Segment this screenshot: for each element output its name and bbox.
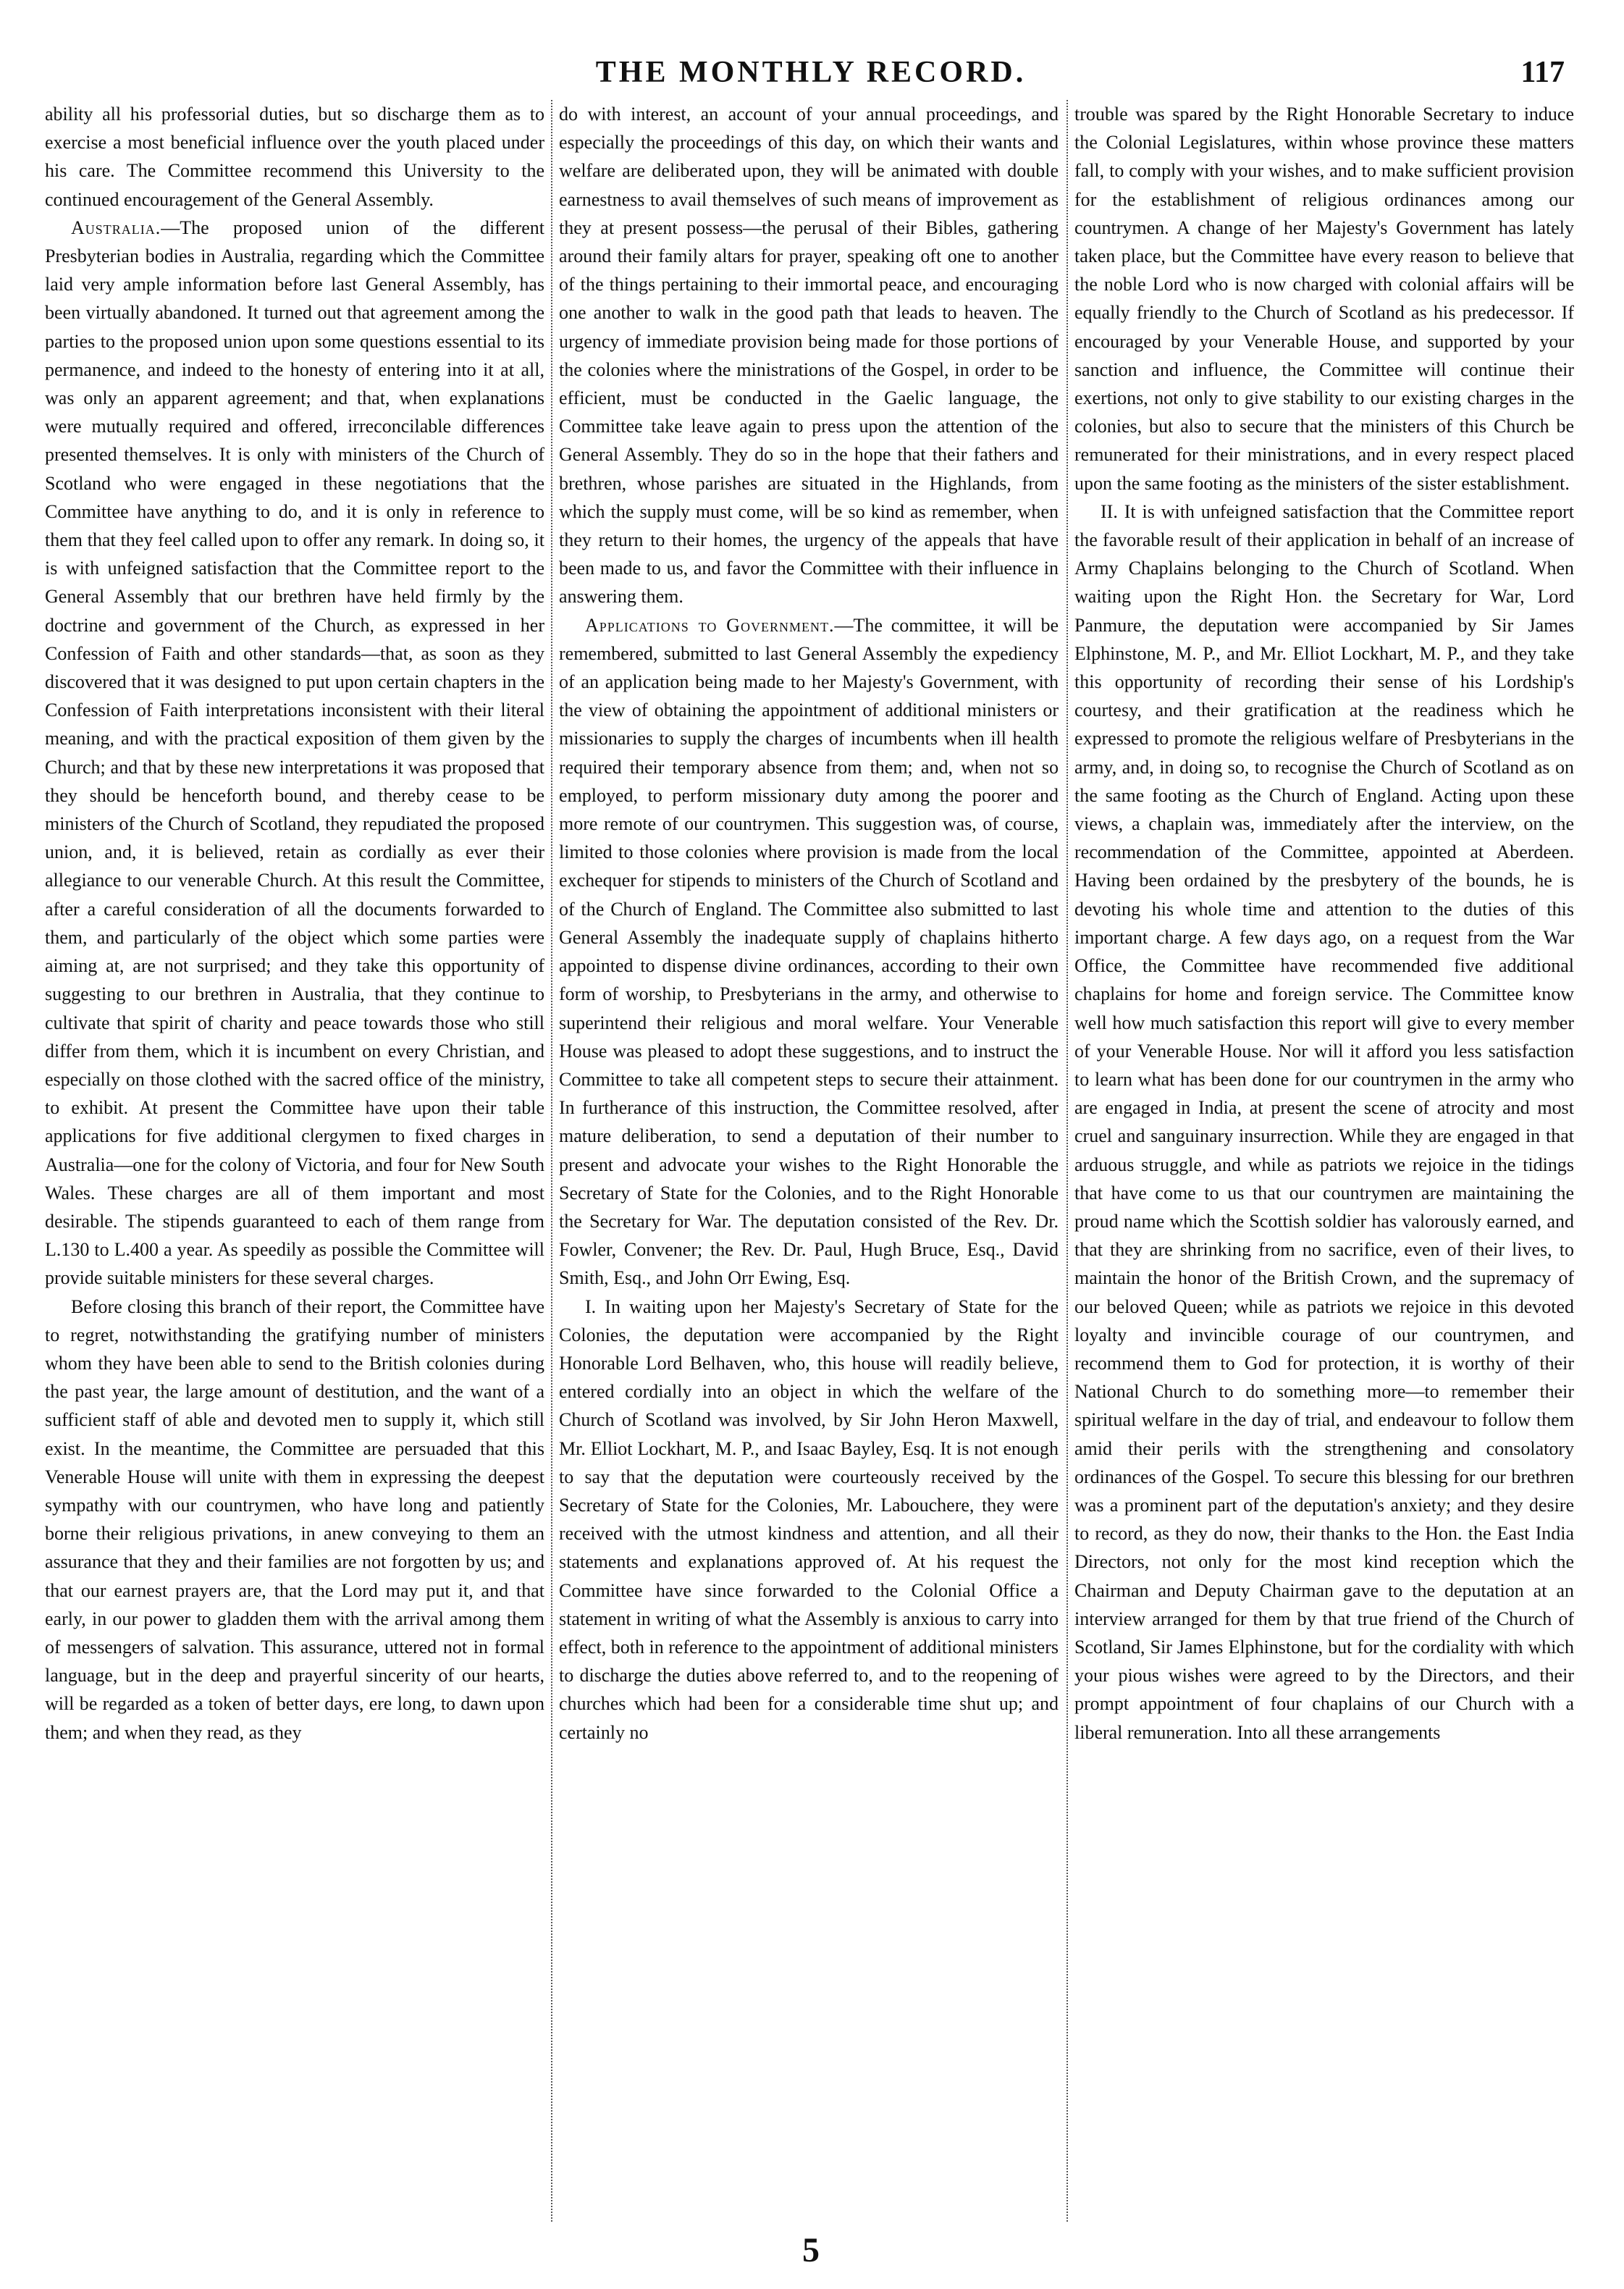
paragraph-text: Before closing this branch of their report, the Committee have to regret, notwithstanding the gratifying number of ministers whom they have been able to send to the British colonies during the past year, the large amount of destitution, and the want of a sufficient staff of able and devoted men to supply it, which still exist. In the meantime, the Committee are persuaded that this Venerable House will unite with them in expressing the deepest sympathy with our countrymen, who have long and patiently borne their religious privations, in anew conveying to them an assurance that they and their families are not forgotten by us; and that our earnest prayers are, that the Lord may put it, and that early, in our power to gladden them with the arrival among them of messengers of salvation. This assurance, uttered not in formal language, but in the deep and prayerful sincerity of our hearts, will be regarded as a token of better days, ere long, to dawn upon them; and when they read, as they [45, 1295, 544, 1743]
section-lead: Applications to Government. [585, 614, 835, 636]
paragraph-text: —The committee, it will be remembered, submitted to last General Assembly the expediency of an application being made to her Majesty's Government, with the view of obtaining the appointment of additional ministers or missionaries to supply the charges of incumbents when ill health required their temporary absence from them; and, when not so employed, to perform missionary duty among the poorer and more remote of our countrymen. This suggestion was, of course, limited to those colonies where provision is made from the local exchequer for stipends to ministers of the Church of Scotland and of the Church of England. The Committee also submitted to last General Assembly the inadequate supply of chaplains hitherto appointed to dispense divine ordinances, according to their own form of worship, to Presbyterians in the army, and otherwise to superintend their religious and moral welfare. Your Venerable House was pleased to adopt these suggestions, and to instruct the Committee to take all competent steps to secure their attainment. In furtherance of this instruction, the Committee resolved, after mature deliberation, to send a deputation of their number to present and advocate your wishes to the Right Honorable the Secretary of State for the Colonies, and to the Right Honorable the Secretary for War. The deputation consisted of the Rev. Dr. Fowler, Convener; the Rev. Dr. Paul, Hugh Bruce, Esq., David Smith, Esq., and John Orr Ewing, Esq. [559, 614, 1059, 1289]
paragraph [1074, 497, 1574, 1747]
paragraph [45, 1293, 544, 1747]
column-rule [551, 100, 552, 2222]
paragraph [559, 100, 1059, 611]
paragraph-text: do with interest, an account of your annual proceedings, and especially the proceedings of this day, on which their wants and welfare are deliberated upon, they will be animated with double earnestness to avail themselves of such means of improvement as they at present possess—the perusal of their Bibles, gathering around their family altars for prayer, speaking oft one to another of the things pertaining to their immortal peace, and encouraging one another to walk in the good path that leads to heaven. The urgency of immediate provision being made for those portions of the colonies where the ministrations of the Gospel, in order to be efficient, must be conducted in the Gaelic language, the Committee take leave again to press upon the attention of the General Assembly. They do so in the hope that their fathers and brethren, whose parishes are situated in the Highlands, from which the supply must come, will be so kind as remember, when they return to their homes, the urgency of the appeals that have been made to us, and favor the Committee with their influence in answering them. [559, 104, 1059, 608]
section-lead: Australia. [71, 217, 161, 238]
paragraph [559, 1293, 1059, 1747]
text-column-2 [559, 100, 1059, 2222]
running-head: THE MONTHLY RECORD. [595, 56, 1027, 89]
paragraph [45, 214, 544, 1293]
page-number: 117 [1520, 56, 1565, 89]
paragraph-text: —The proposed union of the different Presbyterian bodies in Australia, regarding which the Committee laid very ample information before last General Assembly, has been virtually abandoned. It turned out that agreement among the parties to the proposed union upon some questions essential to its permanence, and indeed to the honesty of entering into it at all, was only an apparent agreement; and that, when explanations were mutually required and offered, irreconcilable differences presented themselves. It is only with ministers of the Church of Scotland who were engaged in these negotiations that the Committee have anything to do, and it is only in reference to them that they feel called upon to offer any remark. In doing so, it is with unfeigned satisfaction that the Committee report to the General Assembly that our brethren have held firmly by the doctrine and government of the Church, as expressed in her Confession of Faith and other standards—that, as soon as they discovered that it was designed to put upon certain chapters in the Confession of Faith interpretations inconsistent with their literal meaning, and with the practical exposition of them given by the Church; and that by these new interpretations it was proposed that they should be henceforth bound, and thereby cease to be ministers of the Church of Scotland, they repudiated the proposed union, and, it is believed, retain as cordially as ever their allegiance to our venerable Church. At this result the Committee, after a careful consideration of all the documents forwarded to them, and particularly of the object which some parties were aiming at, are not surprised; and they take this opportunity of suggesting to our brethren in Australia, that they continue to cultivate that spirit of charity and peace towards those who still differ from them, which it is incumbent on every Christian, and especially on those clothed with the sacred office of the ministry, to exhibit. At present the Committee have upon their table applications for five additional clergymen to fixed charges in Australia—one for the colony of Victoria, and four for New South Wales. These charges are all of them important and most desirable. The stipends guaranteed to each of them range from L.130 to L.400 a year. As speedily as possible the Committee will provide suitable ministers for these several charges. [45, 217, 544, 1289]
paragraph-text: II. It is with unfeigned satisfaction that the Committee report the favorable result of their application in behalf of an increase of Army Chaplains belonging to the Church of Scotland. When waiting upon the Right Hon. the Secretary for War, Lord Panmure, the deputation were accompanied by Sir James Elphinstone, M. P., and Mr. Elliot Lockhart, M. P., and they take this opportunity of recording their sense of his Lordship's courtesy, and their gratification at the readiness which he expressed to promote the religious welfare of Presbyterians in the army, and, in doing so, to recognise the Church of Scotland as on the same footing as the Church of England. Acting upon these views, a chaplain was, immediately after the interview, on the recommendation of the Committee, appointed at Aberdeen. Having been ordained by the presbytery of the bounds, he is devoting his whole time and attention to the duties of this important charge. A few days ago, on a request from the War Office, the Committee have recommended five additional chaplains for home and foreign service. The Committee know well how much satisfaction this report will give to every member of your Venerable House. Nor will it afford you less satisfaction to learn what has been done for our countrymen in the army who are engaged in India, at present the scene of atrocity and most cruel and sanguinary insurrection. While they are engaged in that arduous struggle, and while as patriots we rejoice in the tidings that have come to us that our countrymen are maintaining the proud name which the Scottish soldier has valorously earned, and that they are shrinking from no sacrifice, even of their lives, to maintain the honor of the British Crown, and the supremacy of our beloved Queen; while as patriots we rejoice in this devoted loyalty and invincible courage of our countrymen, and recommend them to God for protection, it is worthy of their National Church to do something more—to remember their spiritual welfare in the day of trial, and endeavour to follow them amid their perils with the strengthening and consolatory ordinances of the Gospel. To secure this blessing for our brethren was a prominent part of the deputation's anxiety; and they desire to record, as they do now, their thanks to the Hon. the East India Directors, not only for the most kind reception which the Chairman and Deputy Chairman gave to the deputation at an interview arranged for them by that true friend of the Church of Scotland, Sir James Elphinstone, but for the cordiality with which your pious wishes were agreed to by the Directors, and their prompt appointment of four chaplains of our Church with a liberal remuneration. Into all these arrangements [1074, 500, 1574, 1743]
paragraph [45, 100, 544, 214]
text-column-3 [1074, 100, 1574, 2222]
signature-mark: 5 [802, 2231, 820, 2269]
paragraph-text: trouble was spared by the Right Honorable Secretary to induce the Colonial Legislatures, within whose province these matters fall, to comply with your wishes, and to make sufficient provision for the establishment of religious ordinances among our countrymen. A change of her Majesty's Government has lately taken place, but the Committee have every reason to believe that the noble Lord who is now charged with colonial affairs will be equally friendly to the Church of Scotland as his predecessor. If encouraged by your Venerable House, and supported by your sanction and influence, the Committee will continue their exertions, not only to give stability to our existing charges in the colonies, but also to secure that the ministers of this Church be remunerated for their ministrations, and in every respect placed upon the same footing as the ministers of the sister establishment. [1074, 104, 1574, 494]
paragraph [1074, 100, 1574, 497]
text-column-1 [45, 100, 544, 2222]
paragraph [559, 611, 1059, 1293]
paragraph-text: I. In waiting upon her Majesty's Secretary of State for the Colonies, the deputation were accompanied by the Right Honorable Lord Belhaven, who, this house will readily believe, entered cordially into an object in which the welfare of the Church of Scotland was involved, by Sir John Heron Maxwell, Mr. Elliot Lockhart, M. P., and Isaac Bayley, Esq. It is not enough to say that the deputation were courteously received by the Secretary of State for the Colonies, Mr. Labouchere, they were received with the utmost kindness and attention, and all their statements and explanations approved of. At his request the Committee have since forwarded to the Colonial Office a statement in writing of what the Assembly is anxious to carry into effect, both in reference to the appointment of additional ministers to discharge the duties above referred to, and to the reopening of churches which had been for a considerable time shut up; and certainly no [559, 1295, 1059, 1743]
paragraph-text: ability all his professorial duties, but so discharge them as to exercise a most beneficial influence over the youth placed under his care. The Committee recommend this University to the continued encouragement of the General Assembly. [45, 104, 544, 210]
column-rule [1066, 100, 1068, 2222]
